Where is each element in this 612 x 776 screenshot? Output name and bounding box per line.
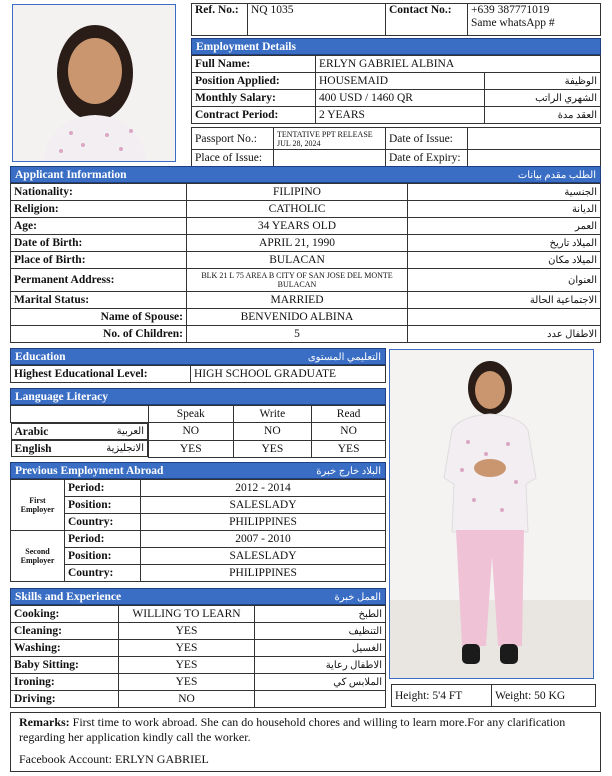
spouse-value: BENVENIDO ALBINA [187,309,408,326]
education-level-value: HIGH SCHOOL GRADUATE [191,366,386,383]
language-english-label: English [14,442,52,455]
position-value: HOUSEMAID [316,73,485,90]
contact-value: +639 387771019 [471,4,550,16]
marital-ar: الاجتماعية الحالة [408,292,601,309]
skill-cleaning-value: YES [119,623,255,640]
english-read: YES [312,440,386,457]
passport-label: Passport No.: [192,128,274,150]
applicant-title: Applicant Information [15,169,127,181]
pob-label: Place of Birth: [11,252,187,269]
issue-date-value [468,128,601,150]
position-label: Position Applied: [192,73,316,90]
skill-babysitting-value: YES [119,657,255,674]
english-write: YES [233,440,312,457]
second-country-label: Country: [65,565,141,582]
employment-title-bar [191,38,601,55]
second-period-value: 2007 - 2010 [141,531,386,548]
second-position-label: Position: [65,548,141,565]
language-title-bar [10,388,386,405]
applicant-title-ar: الطلب مقدم بيانات [517,170,596,181]
religion-label: Religion: [11,201,187,218]
skill-ironing-ar: الملابس كي [255,674,386,691]
contact-note: Same whatsApp # [471,17,555,29]
address-label: Permanent Address: [11,269,187,292]
first-country-label: Country: [65,514,141,531]
spouse-ar-empty [408,309,601,326]
skill-ironing-label: Ironing: [11,674,119,691]
skill-driving-label: Driving: [11,691,119,708]
pob-ar: الميلاد مكان [408,252,601,269]
skill-babysitting-ar: الاطفال رعاية [255,657,386,674]
skill-cooking-value: WILLING TO LEARN [119,606,255,623]
skills-title-bar [10,588,386,605]
applicant-title-bar [10,166,601,183]
remarks-box [10,712,601,772]
face-photo [12,4,176,162]
education-title-ar: التعليمي المستوى [307,352,381,363]
skill-washing-ar: الغسيل [255,640,386,657]
education-section [10,348,386,383]
skills-section [10,588,386,708]
first-period-value: 2012 - 2014 [141,480,386,497]
children-label: No. of Children: [11,326,187,343]
skill-washing-value: YES [119,640,255,657]
language-english-label-cell [11,440,149,457]
salary-label: Monthly Salary: [192,90,316,107]
previous-title-ar: البلاد خارج خبرة [316,466,381,477]
age-value: 34 YEARS OLD [187,218,408,235]
skill-ironing-value: YES [119,674,255,691]
age-label: Age: [11,218,187,235]
skill-washing-label: Washing: [11,640,119,657]
children-value: 5 [187,326,408,343]
address-ar: العنوان [408,269,601,292]
skill-cleaning-ar: التنظيف [255,623,386,640]
salary-ar: الشهري الراتب [485,90,601,107]
issue-place-value [274,150,386,167]
language-arabic-label-cell [11,423,149,440]
issue-date-label: Date of Issue: [386,128,468,150]
skill-driving-value: NO [119,691,255,708]
ref-value: NQ 1035 [248,4,386,36]
full-body-photo [389,349,594,679]
nationality-value: FILIPINO [187,184,408,201]
remarks-label: Remarks: [19,715,70,729]
remarks-text: First time to work abroad. She can do household chores and willing to learn more.For any clarification regarding her application kindly call the worker. [19,715,566,744]
measurements [391,684,596,707]
education-title-bar [10,348,386,365]
dob-ar: الميلاد تاريخ [408,235,601,252]
nationality-label: Nationality: [11,184,187,201]
arabic-write: NO [233,423,312,441]
passport-value: TENTATIVE PPT RELEASE JUL 28, 2024 [274,128,386,150]
header-block [191,3,601,36]
nationality-ar: الجنسية [408,184,601,201]
religion-ar: الديانة [408,201,601,218]
skill-cooking-label: Cooking: [11,606,119,623]
language-header-read: Read [312,406,386,423]
previous-title: Previous Employment Abroad [15,465,164,477]
skill-driving-ar [255,691,386,708]
contact-label: Contact No.: [386,4,468,36]
language-title: Language Literacy [15,391,108,403]
contact-value-cell [468,4,601,36]
language-arabic-ar: العربية [116,426,144,437]
issue-place-label: Place of Issue: [192,150,274,167]
skill-babysitting-label: Baby Sitting: [11,657,119,674]
english-speak: YES [149,440,234,457]
expiry-value [468,150,601,167]
education-title: Education [15,351,66,363]
contract-ar: العقد مدة [485,107,601,124]
dob-label: Date of Birth: [11,235,187,252]
arabic-speak: NO [149,423,234,441]
spouse-label: Name of Spouse: [11,309,187,326]
marital-label: Marital Status: [11,292,187,309]
previous-title-bar [10,462,386,479]
first-employer-label: First Employer [11,480,65,531]
dob-value: APRIL 21, 1990 [187,235,408,252]
ref-label: Ref. No.: [192,4,248,36]
arabic-read: NO [312,423,386,441]
first-position-value: SALESLADY [141,497,386,514]
language-english-ar: الانجليزية [106,443,144,454]
religion-value: CATHOLIC [187,201,408,218]
facebook-account: Facebook Account: ERLYN GABRIEL [19,752,209,766]
education-level-label: Highest Educational Level: [11,366,191,383]
language-header-speak: Speak [149,406,234,423]
expiry-label: Date of Expiry: [386,150,468,167]
language-arabic-label: Arabic [14,425,49,438]
first-position-label: Position: [65,497,141,514]
remarks-paragraph [19,715,592,745]
address-value: BLK 21 L 75 AREA B CITY OF SAN JOSE DEL MONTE BULACAN [187,269,408,292]
skill-cooking-ar: الطبخ [255,606,386,623]
full-name-value: ERLYN GABRIEL ALBINA [316,56,601,73]
second-employer-label: Second Employer [11,531,65,582]
language-header-empty [11,406,149,423]
second-period-label: Period: [65,531,141,548]
applicant-section [10,166,601,343]
language-header-write: Write [233,406,312,423]
height-value: Height: 5'4 FT [392,685,492,707]
employment-title: Employment Details [196,41,296,53]
previous-employment-section [10,462,386,582]
second-position-value: SALESLADY [141,548,386,565]
salary-value: 400 USD / 1460 QR [316,90,485,107]
skills-title-ar: العمل خبرة [334,592,381,603]
children-ar: الاطفال عدد [408,326,601,343]
age-ar: العمر [408,218,601,235]
second-country-value: PHILIPPINES [141,565,386,582]
skills-title: Skills and Experience [15,591,122,603]
full-name-label: Full Name: [192,56,316,73]
language-section [10,388,386,458]
marital-value: MARRIED [187,292,408,309]
contract-label: Contract Period: [192,107,316,124]
weight-value: Weight: 50 KG [492,685,596,707]
pob-value: BULACAN [187,252,408,269]
position-ar: الوظيفة [485,73,601,90]
skill-cleaning-label: Cleaning: [11,623,119,640]
contract-value: 2 YEARS [316,107,485,124]
first-country-value: PHILIPPINES [141,514,386,531]
employment-section [191,38,601,167]
first-period-label: Period: [65,480,141,497]
